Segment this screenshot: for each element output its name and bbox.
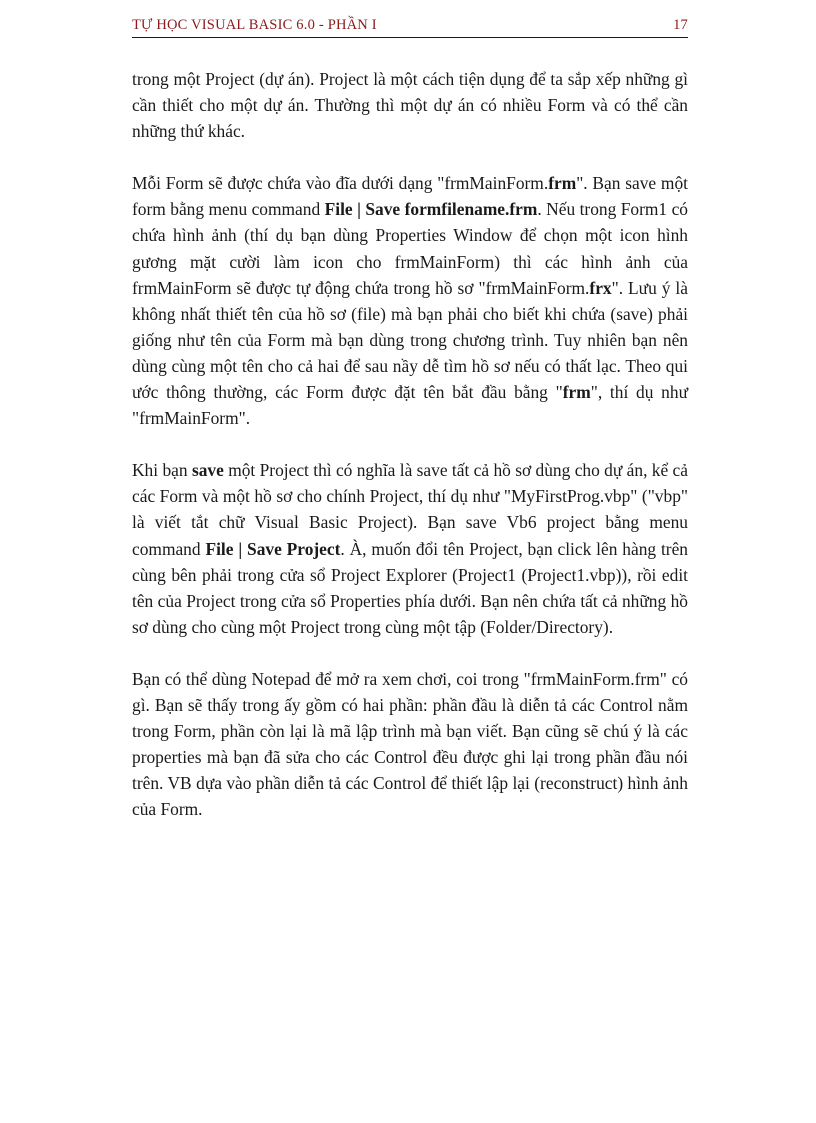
paragraph-3-text-1: Khi bạn [132, 460, 192, 481]
paragraph-2-text-3: . Nếu trong Form1 có chứa hình ảnh (thí dụ bạn dùng Properties Window để chọn một icon hình gương mặt cười làm icon cho frmMainForm) thì các hình ảnh của frmMainForm sẽ được tự động chứa trong hồ sơ "frmMainForm. [132, 199, 688, 298]
bold-save-project-command: File | Save Project [205, 538, 341, 559]
paragraph-2-text-2: ". Bạn save một form bằng menu command [132, 173, 688, 220]
body-text [132, 66, 688, 848]
paragraph-2 [132, 170, 688, 431]
paragraph-1-text: trong một Project (dự án). Project là một cách tiện dụng để ta sắp xếp những gì cần thiết cho một dự án. Thường thì một dự án có nhiều Form và có thể cần những thứ khác. [132, 69, 688, 142]
paragraph-1 [132, 66, 688, 144]
paragraph-2-text-5: ", thí dụ như "frmMainForm". [132, 382, 688, 429]
page-number: 17 [673, 17, 688, 33]
bold-frx-extension: frx [589, 277, 612, 298]
paragraph-4 [132, 666, 688, 823]
paragraph-3-text-2: một Project thì có nghĩa là save tất cả hồ sơ dùng cho dự án, kể cả các Form và một hồ sơ cho chính Project, thí dụ như "MyFirstProg.vbp" ("vbp" là viết tắt chữ Visual Basic Project). Bạn save Vb6 project bằng menu command [132, 460, 688, 559]
header-title: TỰ HỌC VISUAL BASIC 6.0 - PHẦN I [132, 17, 377, 33]
bold-frm-prefix: frm [562, 382, 591, 403]
paragraph-2-text-1: Mỗi Form sẽ được chứa vào đĩa dưới dạng "frmMainForm. [132, 173, 549, 194]
bold-save-word: save [191, 460, 224, 481]
bold-save-form-command: File | Save formfilename.frm [324, 199, 538, 220]
paragraph-3-text-3: . À, muốn đổi tên Project, bạn click lên hàng trên cùng bên phải trong cửa sổ Project Explorer (Project1 (Project1.vbp)), rồi edit tên của Project trong cửa sổ Properties phía dưới. Bạn nên chứa tất cả những hồ sơ dùng cho cùng một Project trong cùng một tập (Folder/Directory). [132, 538, 688, 637]
paragraph-2-text-4: ". Lưu ý là không nhất thiết tên của hồ sơ (file) mà bạn phải cho biết khi chứa (save) phải giống như tên của Form mà bạn dùng trong chương trình. Tuy nhiên bạn nên dùng cùng một tên cho cả hai để sau nầy dễ tìm hồ sơ nếu có thất lạc. Theo qui ước thông thường, các Form được đặt tên bắt đầu bằng " [132, 277, 688, 403]
running-header [132, 15, 688, 38]
paragraph-3 [132, 457, 688, 640]
bold-frm-extension: frm [548, 173, 577, 194]
paragraph-4-text: Bạn có thể dùng Notepad để mở ra xem chơi, coi trong "frmMainForm.frm" có gì. Bạn sẽ thấy trong ấy gồm có hai phần: phần đầu là diễn tả các Control nằm trong Form, phần còn lại là mã lập trình mà bạn viết. Bạn cũng sẽ chú ý là các properties mà bạn đã sửa cho các Control đều được ghi lại trong phần đầu nói trên. VB dựa vào phần diễn tả các Control để thiết lập lại (reconstruct) hình ảnh của Form. [132, 668, 688, 820]
